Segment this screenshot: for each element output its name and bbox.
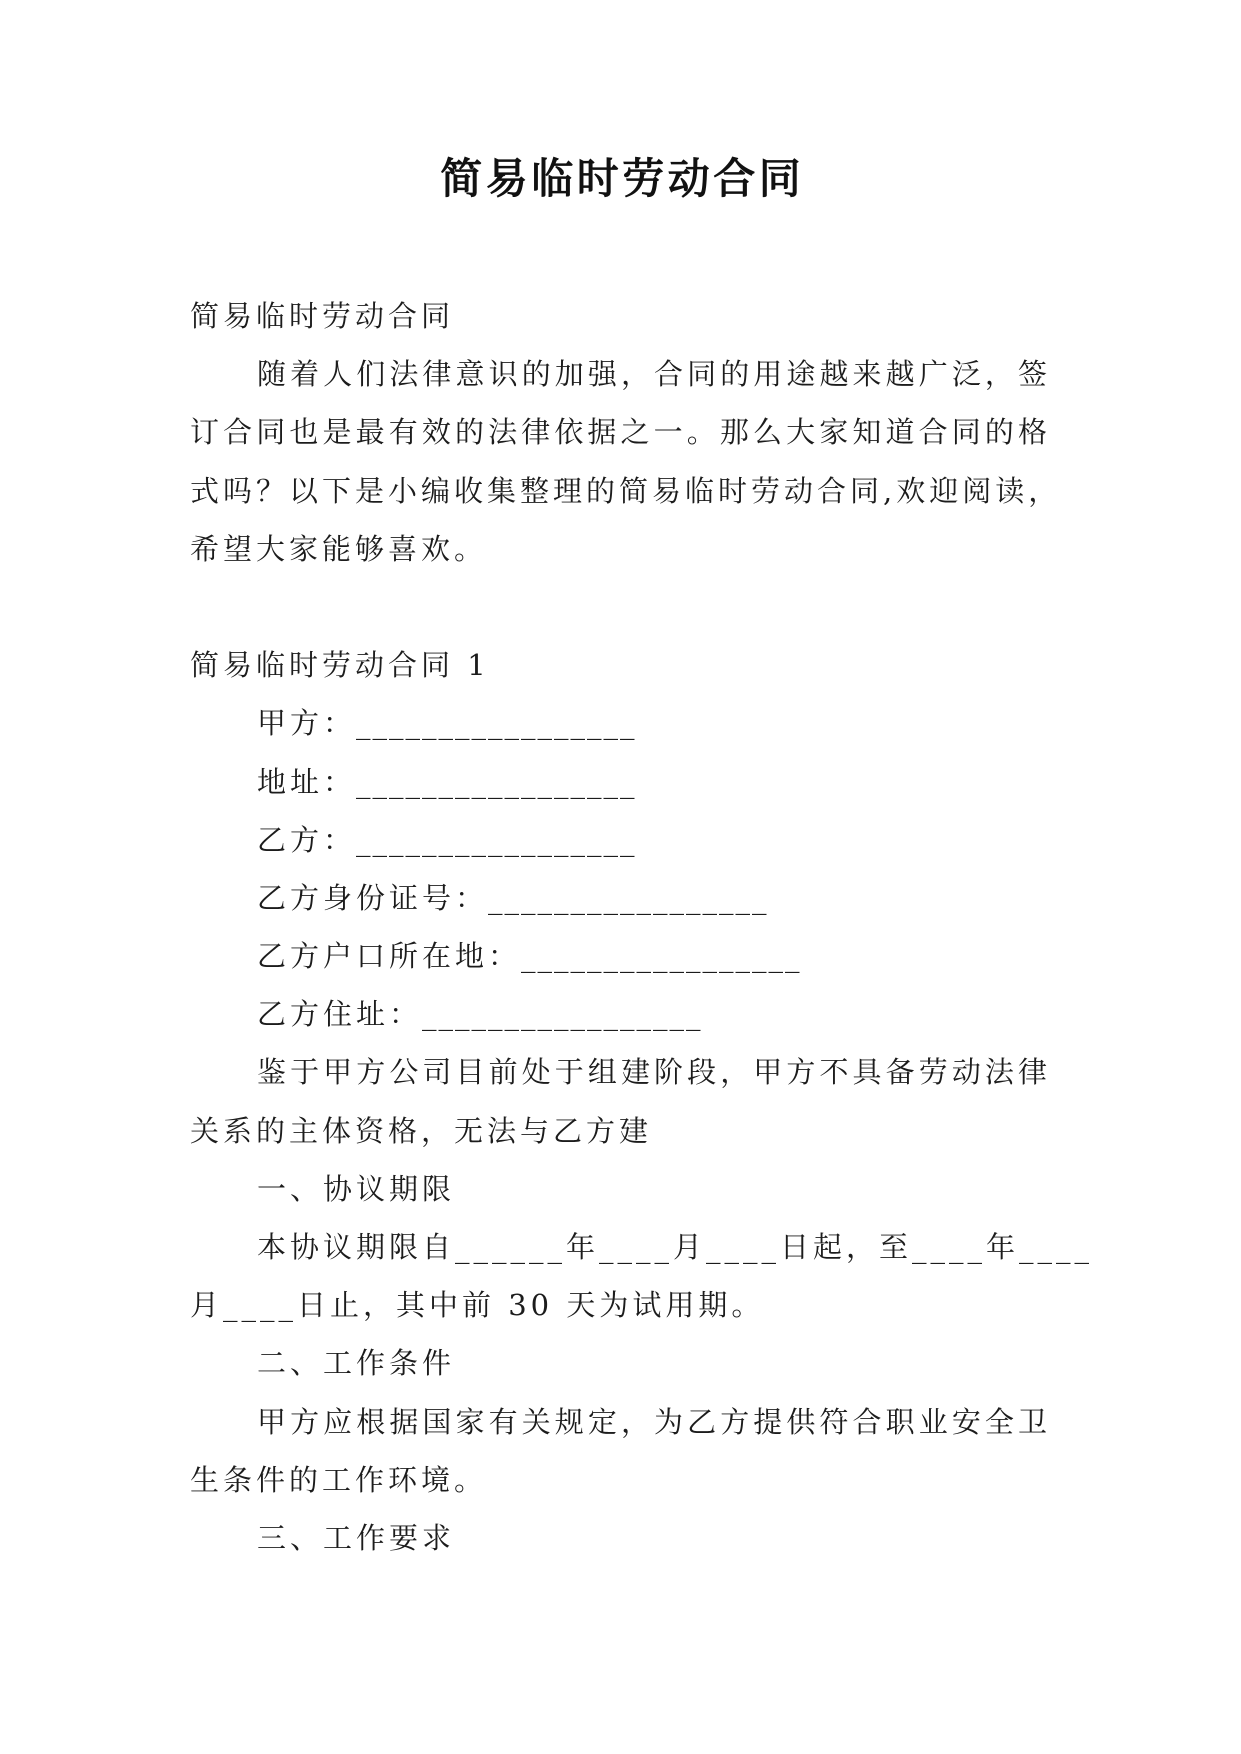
paragraph-line: 甲方应根据国家有关规定，为乙方提供符合职业安全卫 (257, 1404, 1051, 1439)
clause-heading: 二、工作条件 (257, 1346, 456, 1381)
field-blank: _________________ (521, 939, 802, 974)
field-label: 乙方身份证号： (257, 880, 489, 915)
paragraph-line: 生条件的工作环境。 (190, 1462, 488, 1497)
paragraph-line: 本协议期限自______年____月____日起，至____年____ (257, 1230, 1094, 1264)
clause-heading: 一、协议期限 (257, 1171, 456, 1206)
blank-line (190, 578, 1051, 636)
document-body (190, 287, 1094, 1567)
field-blank: _________________ (488, 880, 769, 915)
field-label: 甲方： (257, 706, 357, 741)
paragraph-line: 月____日止，其中前 30 天为试用期。 (190, 1288, 765, 1323)
intro-paragraph (190, 345, 1062, 578)
field-party-b-id-number (190, 869, 1051, 927)
field-label: 乙方： (257, 822, 357, 857)
clause-heading: 三、工作要求 (257, 1520, 456, 1555)
paragraph-line: 式吗？以下是小编收集整理的简易临时劳动合同,欢迎阅读， (190, 473, 1062, 508)
paragraph-line: 关系的主体资格，无法与乙方建 (190, 1113, 653, 1148)
field-party-b-hukou (190, 927, 1051, 985)
clause-term (190, 1160, 1094, 1335)
intro-heading: 简易临时劳动合同 (190, 299, 455, 333)
field-label: 地址： (257, 764, 357, 799)
field-address (190, 753, 1051, 811)
field-blank: _________________ (356, 822, 637, 857)
document-title: 简易临时劳动合同 (440, 154, 805, 203)
field-blank: _________________ (356, 764, 637, 799)
clause-work-requirements (190, 1509, 1051, 1567)
preamble-paragraph (190, 1043, 1051, 1159)
field-party-a (190, 694, 1051, 752)
field-label: 乙方住址： (257, 997, 423, 1032)
paragraph-line: 随着人们法律意识的加强，合同的用途越来越广泛，签 (257, 357, 1051, 392)
paragraph-line: 希望大家能够喜欢。 (190, 531, 488, 566)
field-blank: _________________ (422, 997, 703, 1032)
field-party-b-residence (190, 985, 1051, 1043)
paragraph-line: 订合同也是最有效的法律依据之一。那么大家知道合同的格 (190, 415, 1051, 450)
field-blank: _________________ (356, 706, 637, 741)
clause-working-conditions (190, 1334, 1051, 1509)
contract-heading: 简易临时劳动合同 1 (190, 648, 490, 683)
field-party-b (190, 811, 1051, 869)
paragraph-line: 鉴于甲方公司目前处于组建阶段，甲方不具备劳动法律 (257, 1055, 1051, 1090)
field-label: 乙方户口所在地： (257, 939, 522, 974)
